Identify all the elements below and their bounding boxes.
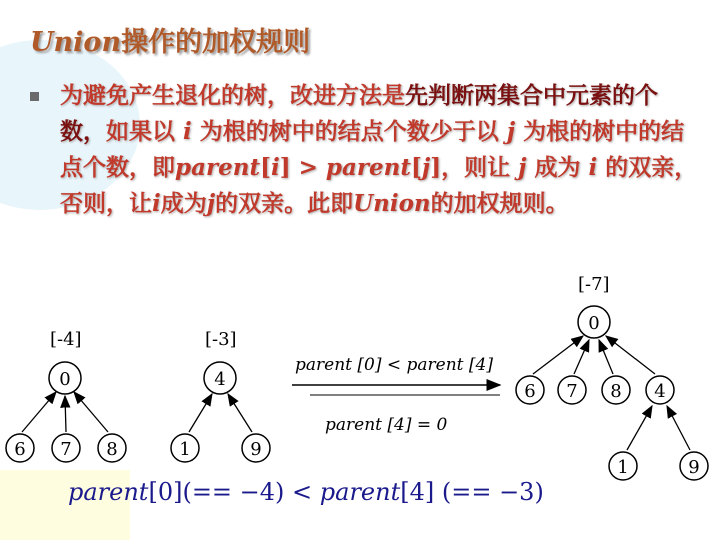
- footer-formula: [68, 478, 544, 506]
- result-child-label: 6: [524, 381, 536, 402]
- text-fragment: i: [152, 190, 161, 217]
- text-fragment: 的双亲，否则，让: [60, 154, 698, 217]
- text-fragment: [4] (== −3): [400, 478, 544, 506]
- result-edge: [667, 406, 690, 450]
- tree4-child-label: 1: [179, 439, 191, 460]
- text-fragment: i: [588, 154, 598, 181]
- text-fragment: j: [206, 190, 216, 217]
- result-edge: [606, 336, 655, 374]
- slide-title: Union操作的加权规则: [30, 27, 311, 58]
- condition-label: parent [0] < parent [4]: [295, 355, 493, 375]
- text-fragment: [: [260, 154, 271, 181]
- text-fragment: 的双亲。此即: [215, 190, 354, 217]
- result-child-label: 7: [566, 381, 578, 402]
- text-fragment: 成为: [160, 190, 207, 217]
- tree4-edge: [189, 394, 212, 432]
- text-fragment: parent: [319, 478, 401, 506]
- tree4-weight: [-3]: [205, 329, 237, 350]
- text-fragment: 如果以: [106, 118, 184, 145]
- result-grandchild-label: 9: [688, 457, 700, 478]
- result-grandchild-label: 1: [617, 457, 629, 478]
- tree0-child-label: 8: [106, 439, 118, 460]
- tree0-root-label: 0: [59, 369, 71, 390]
- text-fragment: 的加权规则。: [430, 190, 569, 217]
- text-fragment: i: [183, 118, 192, 145]
- result-root-label: 0: [588, 313, 600, 334]
- tree0-weight: [-4]: [50, 329, 82, 350]
- text-fragment: 为避免产生退化的树，改进方法是: [60, 82, 405, 109]
- text-fragment: ]，则让: [430, 154, 519, 181]
- text-fragment: 先判断两集合中元素的个数，: [60, 82, 658, 145]
- tree4-root-label: 4: [214, 369, 226, 390]
- text-fragment: 为根的树中的结点个数，即: [60, 118, 685, 181]
- tree0-edge: [74, 392, 108, 432]
- text-fragment: ] >: [279, 154, 326, 181]
- tree0-edge: [22, 392, 56, 432]
- text-fragment: parent: [68, 478, 149, 506]
- text-fragment: 为根的树中的结点个数少于以: [191, 118, 507, 145]
- text-fragment: j: [421, 154, 431, 181]
- tree4-edge: [228, 394, 252, 432]
- result-edge: [574, 340, 589, 374]
- assign-label: parent [4] = 0: [325, 415, 448, 435]
- result-edge: [533, 336, 583, 374]
- text-fragment: j: [506, 118, 516, 145]
- tree0-child-label: 7: [60, 439, 72, 460]
- result-weight: [-7]: [578, 274, 610, 295]
- text-fragment: [0](== −4) <: [148, 478, 320, 506]
- result-edge: [599, 340, 613, 374]
- tree4-child-label: 9: [250, 439, 262, 460]
- text-fragment: j: [518, 154, 527, 181]
- text-fragment: parent: [325, 154, 411, 181]
- tree0-child-label: 6: [14, 439, 26, 460]
- result-child-label: 8: [610, 381, 622, 402]
- text-fragment: 成为: [526, 154, 589, 181]
- text-fragment: i: [270, 154, 280, 181]
- text-fragment: parent: [175, 154, 261, 181]
- tree0-edge: [65, 396, 66, 432]
- result-edge: [627, 406, 652, 450]
- text-fragment: Union: [353, 190, 431, 217]
- result-child-label: 4: [654, 381, 666, 402]
- text-fragment: [: [411, 154, 422, 181]
